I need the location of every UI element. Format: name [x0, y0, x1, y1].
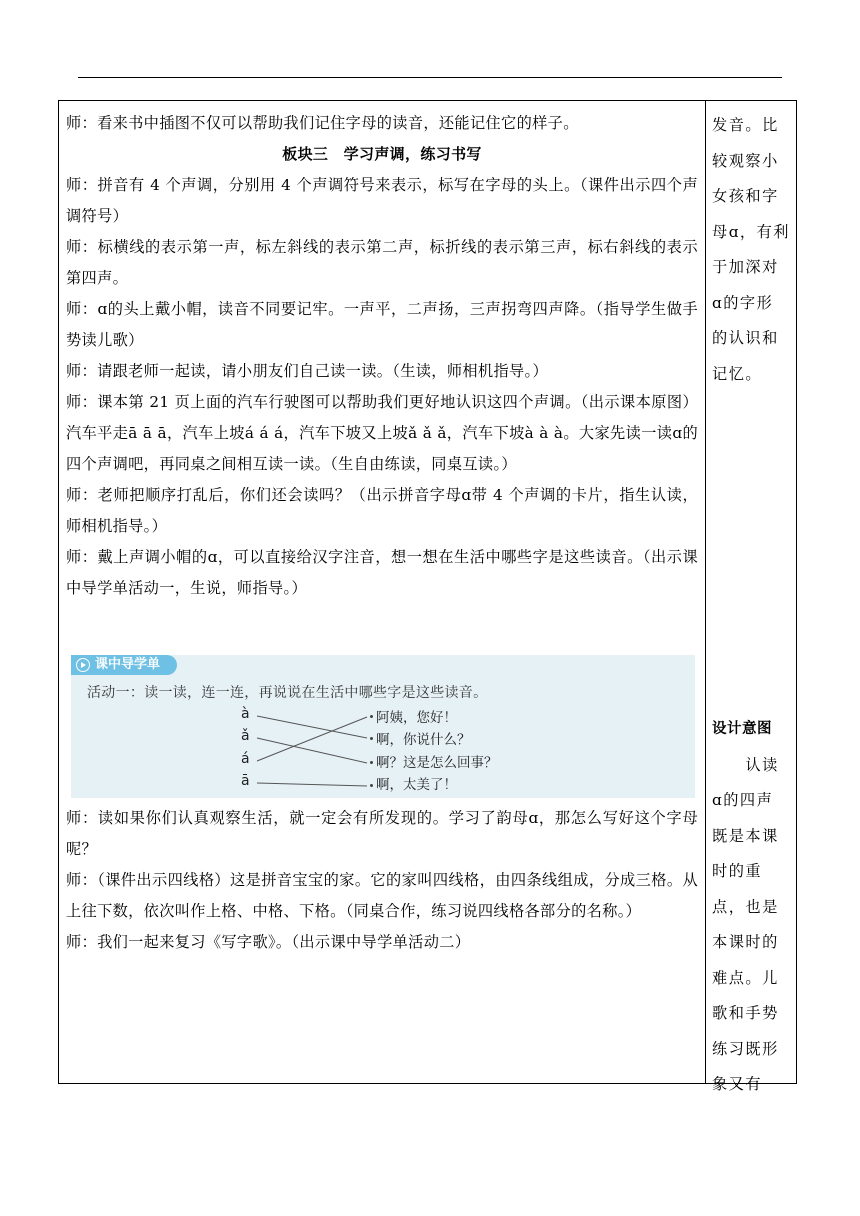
paragraph: 师：老师把顺序打乱后，你们还会读吗？（出示拼音字母ɑ带 4 个声调的卡片，指生认读，师相机指导。）	[66, 486, 698, 535]
design-intent-title: 设计意图	[712, 721, 772, 737]
main-column	[66, 108, 698, 604]
paragraph: 师：拼音有 4 个声调，分别用 4 个声调符号来表示，标写在字母的头上。（课件出示四个声调符号）	[66, 176, 698, 225]
design-intent	[712, 712, 794, 1103]
side-note-line: 母ɑ，有利	[712, 222, 790, 241]
tone-a1: ā	[241, 773, 250, 789]
design-intent-line: 歌和手势	[712, 1004, 779, 1022]
phrase-item: 啊，太美了！	[376, 777, 457, 793]
side-note-line: 的认识和	[712, 329, 779, 347]
phrase-item: 阿姨，您好！	[376, 710, 457, 726]
design-intent-line: 难点。儿	[712, 968, 779, 987]
match-dot	[370, 737, 373, 740]
paragraph: 师：（课件出示四线格）这是拼音宝宝的家。它的家叫四线格，由四条线组成，分成三格。从上往下数，依次叫作上格、中格、下格。（同桌合作，练习说四线格各部分的名称。）	[66, 871, 698, 920]
phrase-item: 啊？这是怎么回事？	[376, 755, 498, 771]
activity-card	[71, 655, 695, 798]
design-intent-line: 象又有	[712, 1075, 763, 1093]
design-intent-line: 本课时的	[712, 933, 779, 951]
activity-instruction: 活动一：读一读，连一连，再说说在生活中哪些字是这些读音。	[87, 685, 488, 701]
match-dot	[370, 715, 373, 718]
activity-tag-label: 课中导学单	[95, 657, 161, 672]
column-divider	[705, 100, 706, 1084]
phrase-item: 啊，你说什么？	[376, 732, 471, 748]
design-intent-line: ɑ的四声	[712, 791, 774, 809]
design-intent-line: 点，也是	[712, 897, 779, 916]
side-notes	[712, 108, 794, 392]
side-note-line: 记忆。	[712, 364, 763, 383]
side-note-line: 发音。比	[712, 116, 779, 134]
paragraph: 师：看来书中插图不仅可以帮助我们记住字母的读音，还能记住它的样子。	[66, 114, 579, 132]
paragraph: 师：读如果你们认真观察生活，就一定会有所发现的。学习了韵母ɑ，那怎么写好这个字母呢？	[66, 809, 698, 858]
paragraph: 师：课本第 21 页上面的汽车行驶图可以帮助我们更好地认识这四个声调。（出示课本原图）汽车平走ā ā ā，汽车上坡á á á，汽车下坡又上坡ǎ ǎ ǎ，汽车下坡à à à。大家先读一读ɑ的四个声调吧，再同桌之间相互读一读。（生自由练读，同桌互读。）	[66, 393, 698, 473]
tone-a2: á	[241, 751, 250, 767]
side-note-line: ɑ的字形	[712, 293, 774, 312]
match-dot	[370, 784, 373, 787]
side-note-line: 于加深对	[712, 258, 779, 276]
design-intent-line: 既是本课	[712, 826, 779, 845]
design-intent-line: 认读	[712, 755, 779, 774]
side-note-line: 女孩和字	[712, 187, 779, 205]
paragraph: 师：我们一起来复习《写字歌》。（出示课中导学单活动二）	[66, 933, 471, 951]
main-column-continued	[66, 803, 698, 958]
tone-a3: ǎ	[241, 728, 250, 744]
paragraph: 师：标横线的表示第一声，标左斜线的表示第二声，标折线的表示第三声，标右斜线的表示第四声。	[66, 238, 698, 287]
paragraph: 师：ɑ的头上戴小帽，读音不同要记牢。一声平，二声扬，三声拐弯四声降。（指导学生做手势读儿歌）	[66, 300, 698, 349]
tone-a4: à	[241, 706, 250, 722]
match-dot	[370, 761, 373, 764]
header-rule	[78, 77, 782, 78]
side-note-line: 较观察小	[712, 151, 779, 170]
design-intent-line: 练习既形	[712, 1039, 779, 1058]
paragraph: 师：请跟老师一起读，请小朋友们自己读一读。（生读，师相机指导。）	[66, 362, 548, 380]
paragraph: 师：戴上声调小帽的ɑ，可以直接给汉字注音，想一想在生活中哪些字是这些读音。（出示课中导学单活动一，生说，师指导。）	[66, 548, 698, 597]
design-intent-line: 时的重	[712, 862, 763, 880]
section-title: 板块三 学习声调，练习书写	[282, 145, 482, 163]
